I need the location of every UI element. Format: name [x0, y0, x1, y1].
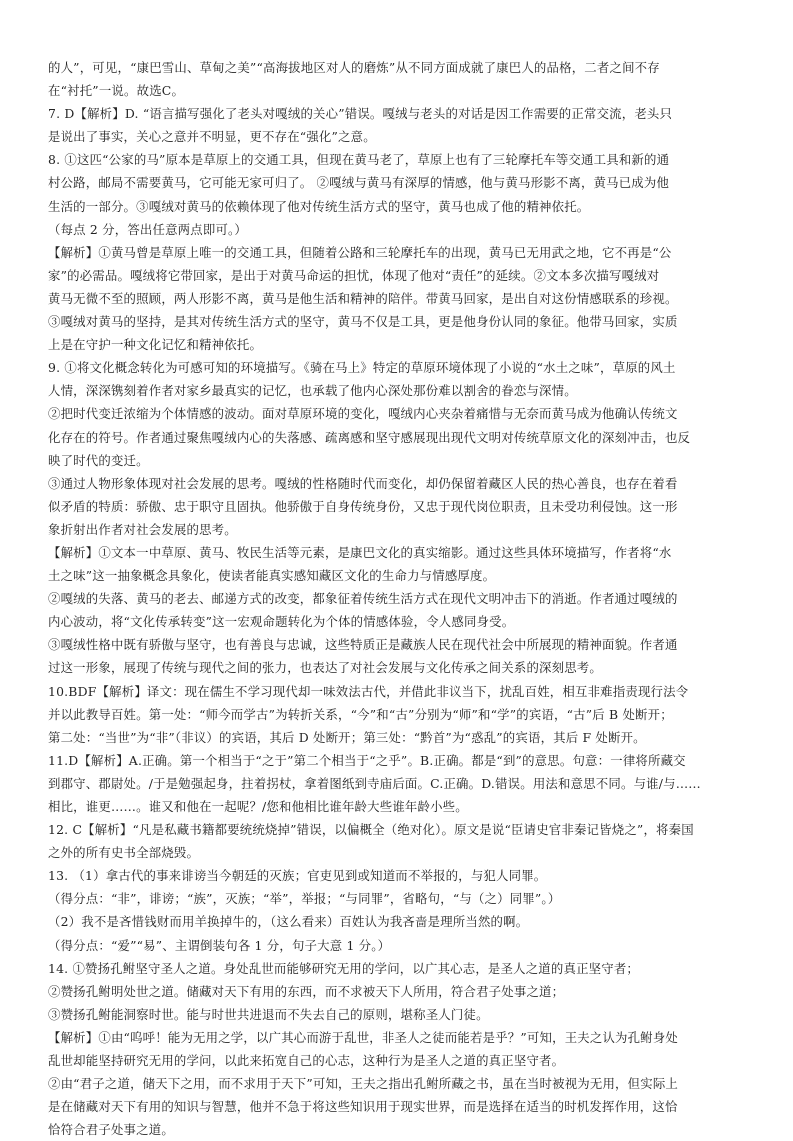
text-line: ②嘎绒的失落、黄马的老去、邮递方式的改变，都象征着传统生活方式在现代文明冲击下的消逝。作者通过嘎绒的 [48, 591, 678, 607]
text-line: 村公路，邮局不需要黄马，它可能无家可归了。 ②嘎绒与黄马有深厚的情感，他与黄马形影不离，黄马已成为他 [48, 175, 670, 191]
text-line: （得分点：“爱”“易”、主谓倒装句各 1 分，句子大意 1 分。） [48, 937, 391, 953]
text-line: 【解析】①黄马曾是草原上唯一的交通工具，但随着公路和三轮摩托车的出现，黄马已无用武之地，它不再是“公 [48, 244, 672, 260]
text-line: ②赞扬孔鲋明处世之道。储藏对天下有用的东西，而不求被天下人所用，符合君子处事之道； [48, 983, 565, 999]
text-line: 土之味”这一抽象概念具象化，使读者能真实感知藏区文化的生命力与情感厚度。 [48, 568, 496, 584]
text-line: ②把时代变迁浓缩为个体情感的波动。面对草原环境的变化，嘎绒内心夹杂着痛惜与无奈而黄马成为他确认传统文 [48, 406, 678, 422]
text-line: 化存在的符号。作者通过聚焦嘎绒内心的失落感、疏离感和坚守感展现出现代文明对传统草原文化的深刻冲击，也反 [48, 429, 691, 445]
text-line: 似矛盾的特质：骄傲、忠于职守且固执。他骄傲于自身传统身份，又忠于现代岗位职责，且未受功利侵蚀。这一形 [48, 498, 678, 514]
answer-document [48, 56, 748, 1141]
text-line: 第二处：“当世”为“非”（非议）的宾语，其后 D 处断开；第三处：“黔首”为“惑乱”的宾语，其后 F 处断开。 [48, 729, 646, 745]
text-line: 【解析】①文本一中草原、黄马、牧民生活等元素，是康巴文化的真实缩影。通过这些具体环境描写，作者将“水 [48, 544, 672, 560]
text-line: 黄马无微不至的照顾，两人形影不离，黄马是他生活和精神的陪伴。带黄马回家，是出自对这份情感联系的珍视。 [48, 290, 678, 306]
text-line: 人情，深深镌刻着作者对家乡最真实的记忆，也承载了他内心深处那份难以割舍的眷恋与深情。 [48, 383, 577, 399]
text-line: 【解析】①由“呜呼！能为无用之学，以广其心而游于乱世，非圣人之徒而能若是乎？”可知，王夫之认为孔鲋身处 [48, 1029, 679, 1045]
text-line: 到郡守、郡尉处。/于是勉强起身，拄着拐杖，拿着图纸到寺庙后面。C.正确。D.错误。用法和意思不同。与谁/与…… [48, 775, 701, 791]
text-line: 相比，谁更……。谁又和他在一起呢？/您和他相比谁年龄大些谁年龄小些。 [48, 799, 468, 814]
text-line: ③赞扬孔鲋能洞察时世。能与时世共进退而不失去自己的原则，堪称圣人门徒。 [48, 1006, 489, 1022]
text-line: 过这一形象，展现了传统与现代之间的张力，也表达了对社会发展与文化传承之间关系的深刻思考。 [48, 660, 602, 676]
text-line: 7. D【解析】D. “语言描写强化了老头对嘎绒的关心”错误。嘎绒与老头的对话是因工作需要的正常交流，老头只 [48, 106, 673, 122]
text-line: 在“衬托”一说。故选C。 [48, 83, 185, 99]
text-line: 是在储藏对天下有用的知识与智慧，他并不急于将这些知识用于现实世界，而是选择在适当的时机发挥作用，这恰 [48, 1099, 678, 1115]
text-line: ②由“君子之道，储天下之用，而不求用于天下”可知，王夫之指出孔鲋所藏之书，虽在当时被视为无用，但实际上 [48, 1076, 679, 1092]
text-line: （得分点：“非”，诽谤；“族”，灭族；“举”，举报；“与同罪”，省略句，“与（之）同罪”。） [48, 891, 561, 907]
text-line: 内心波动，将“文化传承转变”这一宏观命题转化为个体的情感体验，令人感同身受。 [48, 614, 515, 630]
text-line: 映了时代的变迁。 [48, 452, 149, 468]
text-line: 11.D【解析】A.正确。第一个相当于“之于”第二个相当于“之乎”。B.正确。都是“到”的意思。句意：一律将所藏交 [48, 752, 686, 768]
text-line: 12. C【解析】“凡是私藏书籍都要统统烧掉”错误，以偏概全（绝对化）。原文是说“臣请史官非秦记皆烧之”，将秦国 [48, 822, 694, 838]
text-line: ③通过人物形象体现对社会发展的思考。嘎绒的性格随时代而变化，却仍保留着藏区人民的热心善良，也存在着看 [48, 475, 678, 491]
text-line: 13. （1）拿古代的事来诽谤当今朝廷的灭族；官吏见到或知道而不举报的，与犯人同罪。 [48, 868, 547, 884]
text-line: 14. ①赞扬孔鲋坚守圣人之道。身处乱世而能够研究无用的学问，以广其心志，是圣人之道的真正坚守者； [48, 960, 640, 976]
text-line: 并以此教导百姓。第一处：“师今而学古”为转折关系，“今”和“古”分别为“师”和“学”的宾语，“古”后 B 处断开； [48, 706, 673, 722]
text-line: 10.BDF【解析】译文：现在儒生不学习现代却一味效法古代，并借此非议当下，扰乱百姓，相互非难指责现行法令 [48, 683, 689, 699]
text-line: 之外的所有史书全部烧毁。 [48, 845, 200, 861]
text-line: 乱世却能坚持研究无用的学问，以此来拓宽自己的心志，这种行为是圣人之道的真正坚守者。 [48, 1053, 565, 1069]
text-line: 象折射出作者对社会发展的思考。 [48, 521, 237, 537]
text-line: ③嘎绒性格中既有骄傲与坚守，也有善良与忠诚，这些特质正是藏族人民在现代社会中所展现的精神面貌。作者通 [48, 637, 678, 653]
text-line: 家”的必需品。嘎绒将它带回家，是出于对黄马命运的担忧，体现了他对“责任”的延续。②文本多次描写嘎绒对 [48, 267, 660, 283]
text-line: （2）我不是吝惜钱财而用羊换掉牛的，（这么看来）百姓认为我吝啬是理所当然的啊。 [48, 914, 529, 930]
text-line: 的人”，可见，“康巴雪山、草甸之美”“高海拔地区对人的磨炼”从不同方面成就了康巴人的品格，二者之间不存 [48, 60, 660, 75]
text-line: 恰符合君子处事之道。 [48, 1122, 174, 1138]
text-line: 是说出了事实，关心之意并不明显，更不存在“强化”之意。 [48, 129, 376, 145]
text-line: 8. ①这匹“公家的马”原本是草原上的交通工具，但现在黄马老了，草原上也有了三轮摩托车等交通工具和新的通 [48, 152, 670, 168]
text-line: 9. ①将文化概念转化为可感可知的环境描写。《骑在马上》特定的草原环境体现了小说的“水土之味”，草原的风土 [48, 360, 676, 376]
text-line: 生活的一部分。③嘎绒对黄马的依赖体现了他对传统生活方式的坚守，黄马也成了他的精神依托。 [48, 198, 590, 214]
text-line: 上是在守护一种文化记忆和精神依托。 [48, 337, 263, 353]
text-line: ③嘎绒对黄马的坚持，是其对传统生活方式的坚守，黄马不仅是工具，更是他身份认同的象征。他带马回家，实质 [48, 314, 678, 330]
text-line: （每点 2 分，答出任意两点即可。） [48, 221, 248, 237]
